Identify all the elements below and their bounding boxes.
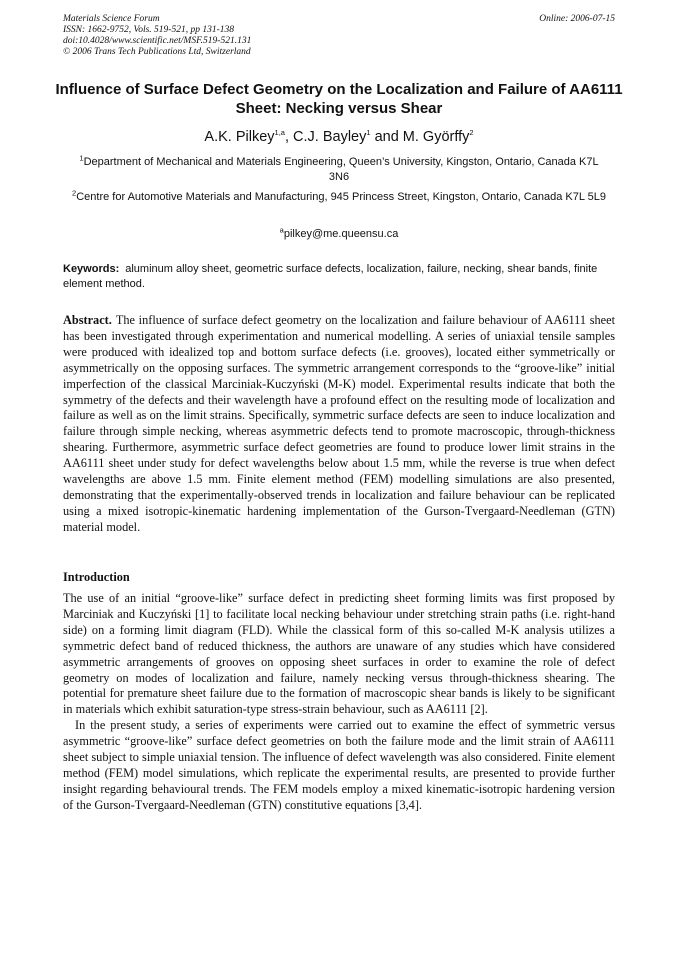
keywords-label: Keywords: [63, 263, 120, 275]
doi-line[interactable]: doi:10.4028/www.scientific.net/MSF.519-521.131 [63, 36, 252, 46]
paragraph: In the present study, a series of experiments were carried out to examine the effect of symmetric versus asymmetric “groove-like” surface defect geometries on both the failure mode and the limit strain of AA6111 sheet subject to simple uniaxial tension. The influence of defect wavelength was also considered. Finite element method (FEM) model simulations, which replicate the experimental results, are presented to provide further insight regarding behavioural trends. The FEM models employ a mixed kinematic-isotropic hardening version of the Gurson-Tvergaard-Needleman (GTN) constitutive equations [3,4]. [63, 718, 615, 812]
author-list [55, 128, 623, 146]
contact-email [55, 227, 623, 242]
introduction-body [63, 591, 615, 814]
author-superscript: 1 [366, 128, 371, 138]
author-name: M. Györffy [402, 129, 470, 145]
affiliation-superscript: 1 [79, 153, 84, 163]
affiliation-text: Department of Mechanical and Materials Engineering, Queen’s University, Kingston, Ontario, Canada K7L 3N6 [83, 156, 599, 183]
affiliation-superscript: 2 [72, 188, 77, 198]
email-address[interactable]: pilkey@me.queensu.ca [283, 228, 399, 240]
online-date: Online: 2006-07-15 [539, 14, 615, 24]
abstract-text: The influence of surface defect geometry on the localization and failure behaviour of AA6111 sheet has been investigated through experimentation and numerical modelling. A series of uniaxial tensile samples were produced with idealized top and bottom surface defects (i.e. grooves), located either symmetrically or asymmetrically on the opposing surfaces. The symmetric arrangement corresponds to the “groove-like” initial imperfection of the classical Marciniak-Kuczyński (M-K) model. Experimental results indicate that both the symmetry of the defects and their wavelength have a profound effect on the resulting mode of localization and failure as well as on the limit strains. Specifically, symmetric surface defects are seen to induce localization and failure through simple necking, whereas asymmetric defects tend to promote macroscopic, through-thickness shearing. Furthermore, asymmetric surface defect geometries are found to produce lower limit strains in the AA6111 sheet under study for defect wavelengths below about 1.5 mm, while the reverse is true when defect wavelengths are above 1.5 mm. Finite element method (FEM) modelling simulations are also presented, demonstrating that the experimentally-observed trends in localization and failure behaviour can be replicated using a mixed isotropic-kinematic hardening implementation of the Gurson-Tvergaard-Needleman (GTN) material model. [63, 313, 615, 534]
affiliation [70, 155, 608, 185]
author-superscript: 1,a [274, 128, 285, 138]
affiliation-text: Centre for Automotive Materials and Manufacturing, 945 Princess Street, Kingston, Ontario, Canada K7L 5L9 [76, 191, 606, 203]
author-name: C.J. Bayley [293, 129, 367, 145]
author-separator: , [284, 129, 294, 145]
abstract-section [63, 313, 615, 536]
email-superscript: a [279, 225, 284, 235]
journal-name: Materials Science Forum [63, 14, 160, 24]
author-name: A.K. Pilkey [204, 129, 275, 145]
author-separator: and [370, 129, 403, 145]
paragraph: The use of an initial “groove-like” surface defect in predicting sheet forming limits was first proposed by Marciniak and Kuczyński [1] to facilitate local necking behaviour under stretching strain paths (i.e. right-hand side) on a forming limit diagram (FLD). While the classical form of this so-called M-K analysis utilizes a symmetric defect band of reduced thickness, the authors are unaware of any studies which have considered asymmetric arrangements of grooves on opposing sheet surfaces in order to examine the role of defect geometry on modes of localization and failure, namely necking versus through-thickness shearing. The potential for premature sheet failure due to the formation of macroscopic shear bands is likely to be significant in materials which exhibit saturation-type stress-strain behaviour, such as AA6111 [2]. [63, 591, 615, 717]
affiliation [70, 190, 608, 205]
abstract-label: Abstract. [63, 313, 112, 327]
copyright-line: © 2006 Trans Tech Publications Ltd, Switzerland [63, 47, 251, 57]
keywords-section [63, 262, 615, 292]
section-heading: Introduction [63, 570, 130, 584]
paper-title: Influence of Surface Defect Geometry on the Localization and Failure of AA6111 Sheet: Necking versus Shear [55, 81, 623, 117]
author-superscript: 2 [469, 128, 474, 138]
issn-line: ISSN: 1662-9752, Vols. 519-521, pp 131-138 [63, 25, 234, 35]
journal-info [63, 14, 615, 58]
keywords-text: aluminum alloy sheet, geometric surface defects, localization, failure, necking, shear bands, finite element method. [63, 263, 598, 290]
journal-header [63, 14, 615, 58]
